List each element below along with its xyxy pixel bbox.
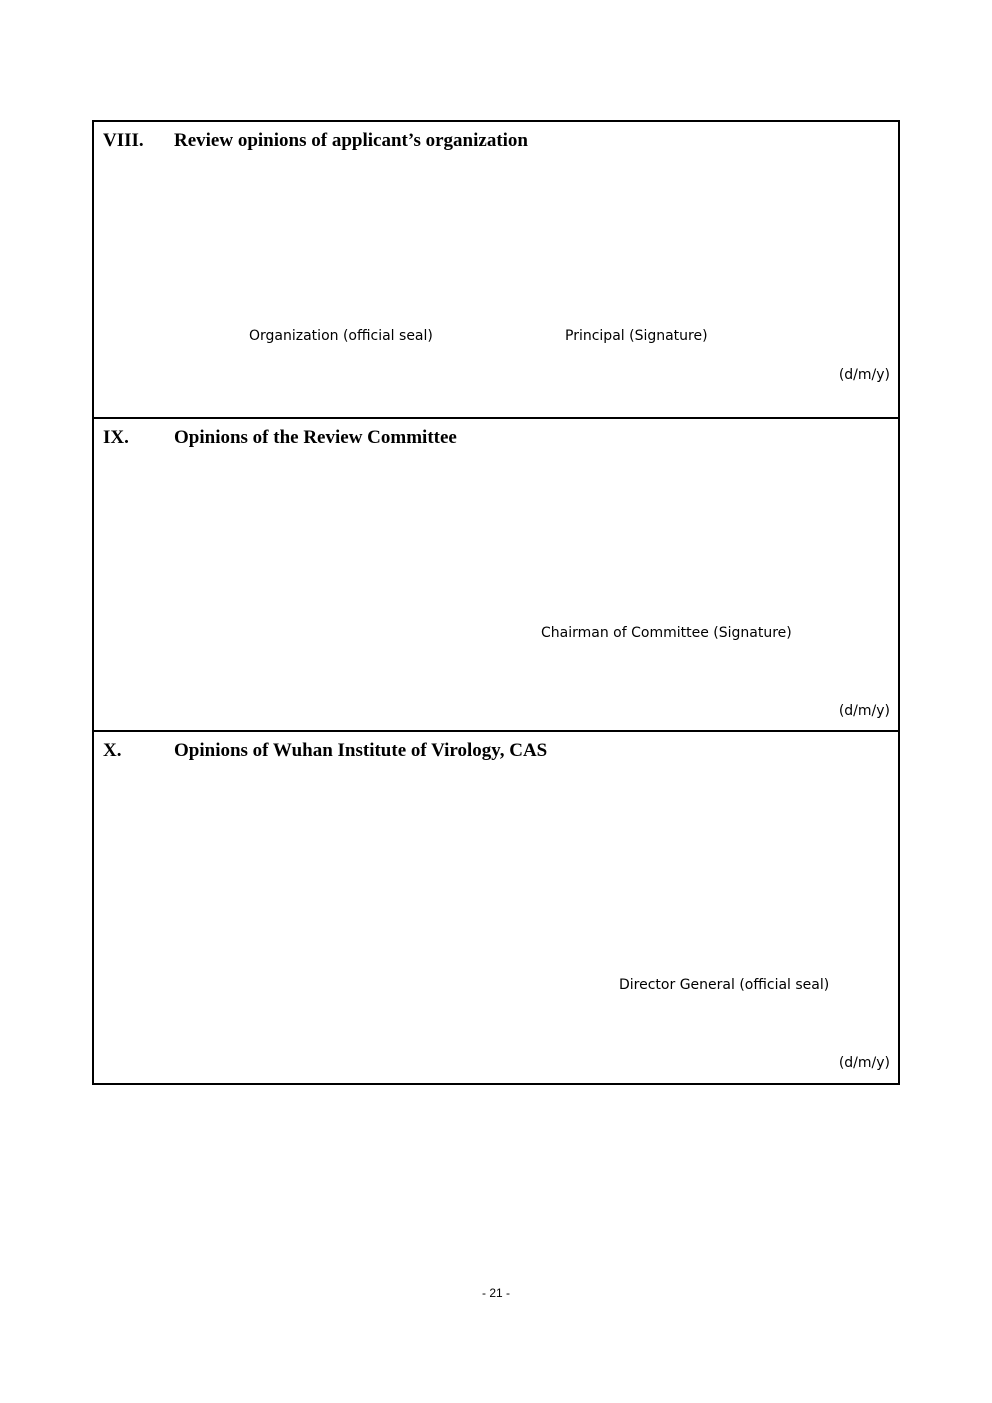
section-wuhan-institute bbox=[94, 732, 898, 1083]
section-title: Review opinions of applicant’s organization bbox=[174, 130, 528, 151]
section-applicant-organization-review bbox=[94, 122, 898, 419]
director-general-seal-label: Director General (official seal) bbox=[619, 977, 830, 993]
date-label: (d/m/y) bbox=[838, 1055, 890, 1071]
organization-seal-label: Organization (official seal) bbox=[249, 328, 433, 344]
review-opinions-form bbox=[92, 120, 900, 1085]
section-number: VIII. bbox=[103, 130, 144, 151]
section-number: X. bbox=[103, 740, 122, 761]
chairman-signature-label: Chairman of Committee (Signature) bbox=[541, 625, 792, 641]
section-title: Opinions of Wuhan Institute of Virology, CAS bbox=[174, 740, 548, 761]
section-review-committee bbox=[94, 419, 898, 732]
section-title: Opinions of the Review Committee bbox=[174, 427, 457, 448]
date-label: (d/m/y) bbox=[838, 367, 890, 383]
page-number: - 21 - bbox=[481, 1286, 510, 1300]
date-label: (d/m/y) bbox=[838, 703, 890, 719]
principal-signature-label: Principal (Signature) bbox=[565, 328, 708, 344]
section-number: IX. bbox=[103, 427, 129, 448]
